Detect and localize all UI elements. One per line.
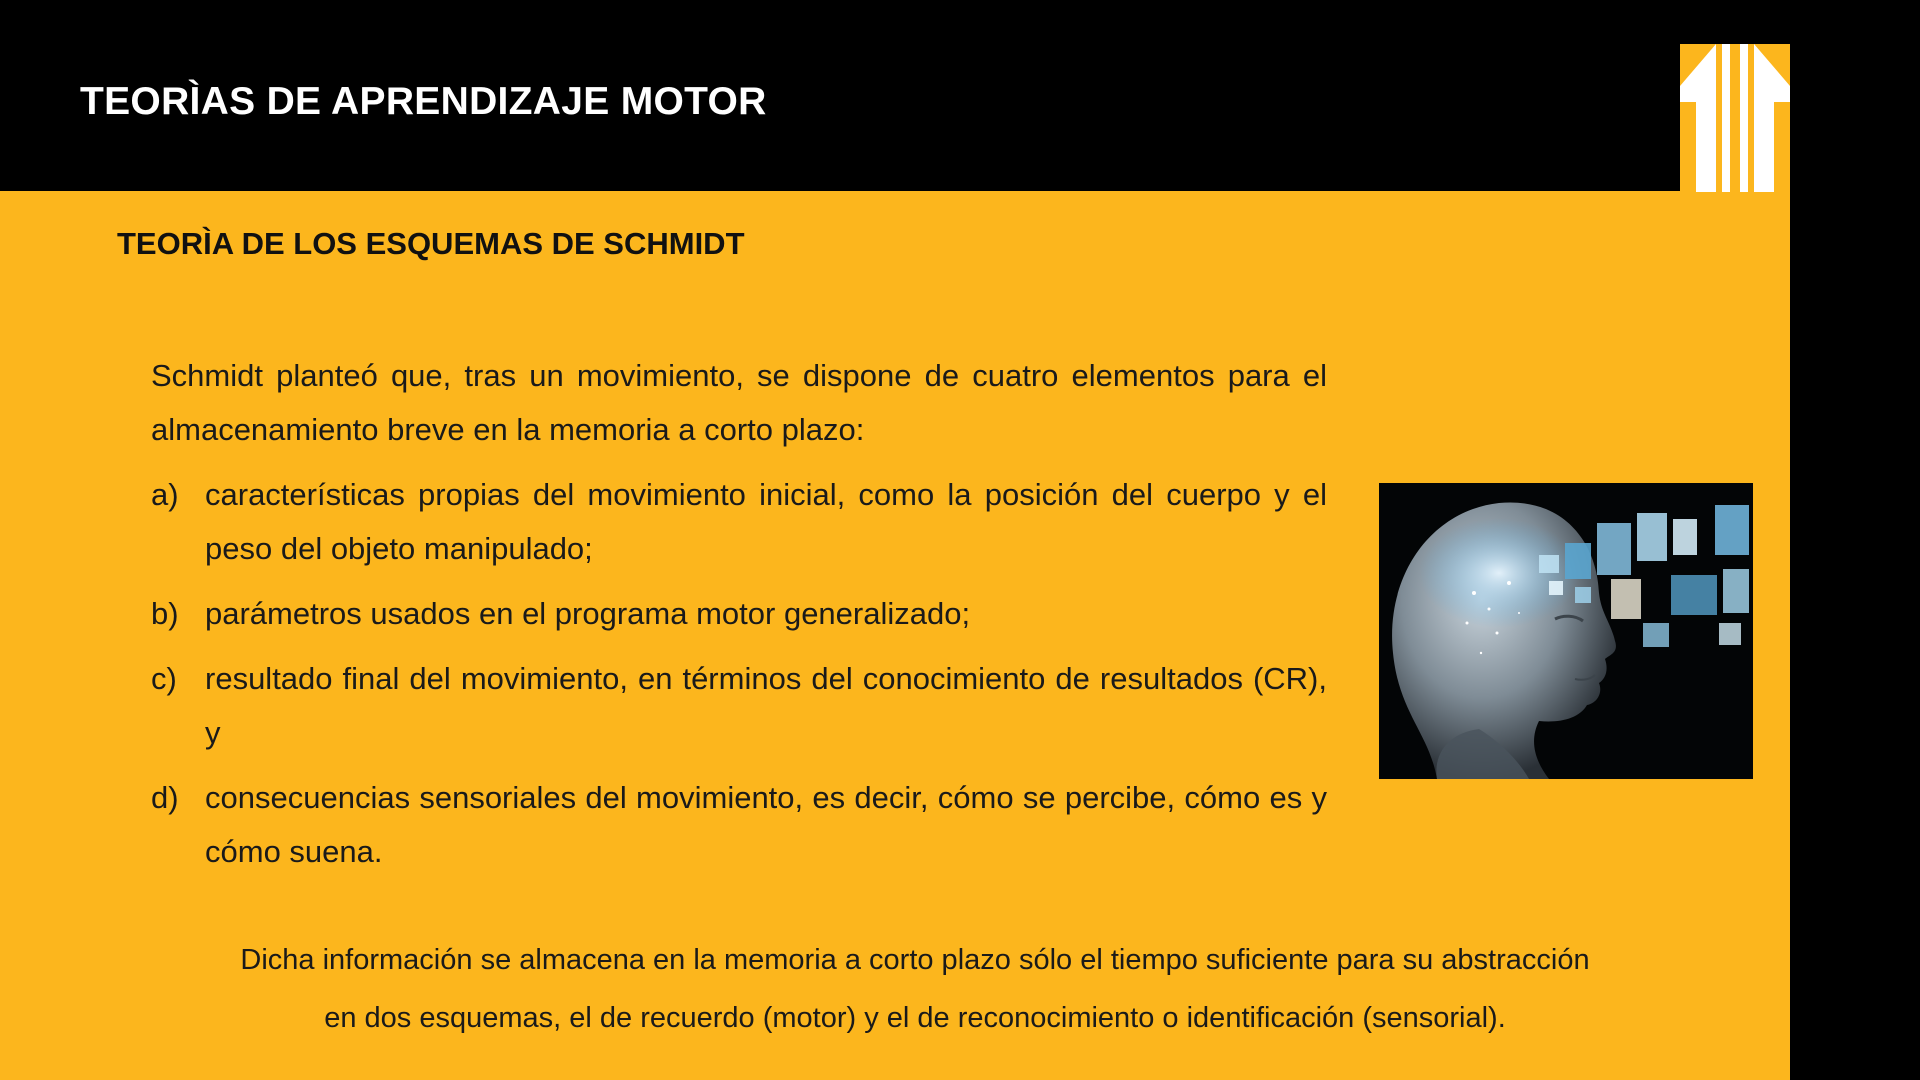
- double-arrow-up-logo-icon: [1680, 44, 1790, 192]
- list-item: [151, 652, 1327, 760]
- digital-head-brain-illustration: [1379, 483, 1753, 779]
- slide-title: TEORÌAS DE APRENDIZAJE MOTOR: [80, 80, 767, 123]
- list-item: [151, 468, 1327, 576]
- header-bar: [0, 0, 1790, 191]
- list-item-text: resultado final del movimiento, en términos del conocimiento de resultados (CR), y: [205, 661, 1327, 750]
- list-item-text: características propias del movimiento inicial, como la posición del cuerpo y el peso del objeto manipulado;: [205, 477, 1327, 566]
- list-marker: a): [151, 477, 179, 512]
- list-item-text: consecuencias sensoriales del movimiento, es decir, cómo se percibe, cómo es y cómo suena.: [205, 780, 1327, 869]
- list-item: [151, 587, 1327, 641]
- intro-paragraph: Schmidt planteó que, tras un movimiento, se dispone de cuatro elementos para el almacenamiento breve en la memoria a corto plazo:: [151, 358, 1327, 447]
- list-item-text: parámetros usados en el programa motor generalizado;: [205, 596, 971, 631]
- summary-paragraph: Dicha información se almacena en la memoria a corto plazo sólo el tiempo suficiente para su abstracción en dos esquemas, el de recuerdo (motor) y el de reconocimiento o identificación (sensorial).: [240, 944, 1590, 1034]
- list-marker: d): [151, 780, 179, 815]
- list-item: [151, 771, 1327, 879]
- list-marker: b): [151, 596, 179, 631]
- section-title: TEORÌA DE LOS ESQUEMAS DE SCHMIDT: [117, 226, 745, 261]
- list-marker: c): [151, 661, 177, 696]
- elements-list: [151, 468, 1327, 890]
